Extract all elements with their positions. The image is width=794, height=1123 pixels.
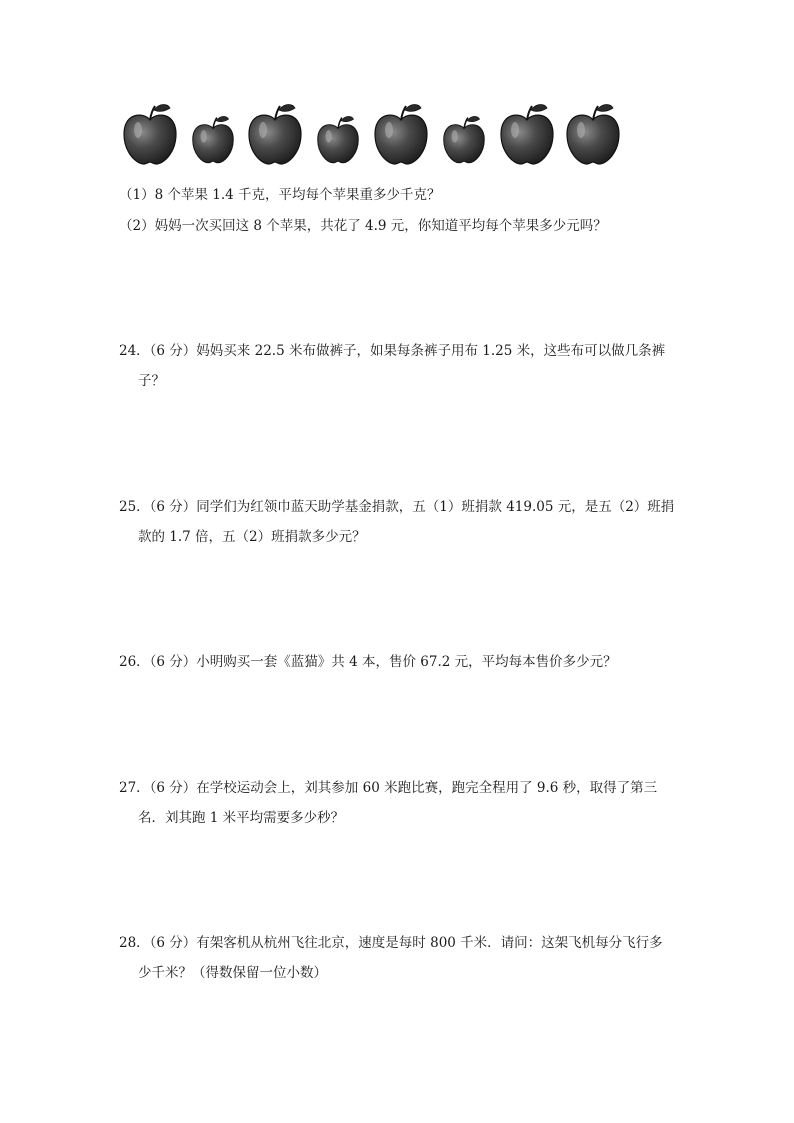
question-23-part-1: （1）8 个苹果 1.4 千克，平均每个苹果重多少千克？ [119, 187, 441, 203]
apple-icon [567, 105, 619, 165]
question-24-line-1: 24．（6 分）妈妈买来 22.5 米布做裤子，如果每条裤子用布 1.25 米，这些布可以做几条裤 [119, 343, 666, 359]
question-23-part-2: （2）妈妈一次买回这 8 个苹果，共花了 4.9 元，你知道平均每个苹果多少元吗？ [119, 218, 607, 234]
question-28-line-1: 28．（6 分）有架客机从杭州飞往北京，速度是每时 800 千米．请问：这架飞机每分飞行多 [119, 935, 663, 951]
question-28-line-2: 少千米？（得数保留一位小数） [138, 965, 327, 981]
apple-icon [501, 105, 553, 165]
apple-row [0, 0, 794, 180]
question-27-line-1: 27．（6 分）在学校运动会上，刘其参加 60 米跑比赛，跑完全程用了 9.6 秒，取得了第三 [119, 780, 658, 796]
apple-icon [124, 105, 176, 165]
question-24-line-2: 子？ [138, 373, 165, 389]
apple-icon [318, 116, 359, 162]
apple-icon [375, 105, 427, 165]
apple-icon [193, 116, 234, 162]
question-27-line-2: 名．刘其跑 1 米平均需要多少秒？ [138, 810, 345, 826]
question-25-line-2: 款的 1.7 倍，五（2）班捐款多少元？ [138, 529, 366, 545]
apple-icon [249, 105, 301, 165]
question-26-line-1: 26．（6 分）小明购买一套《蓝猫》共 4 本，售价 67.2 元，平均每本售价多少元？ [119, 654, 617, 670]
question-25-line-1: 25．（6 分）同学们为红领巾蓝天助学基金捐款，五（1）班捐款 419.05 元，是五（2）班捐 [119, 499, 675, 515]
apple-icon [444, 116, 485, 162]
